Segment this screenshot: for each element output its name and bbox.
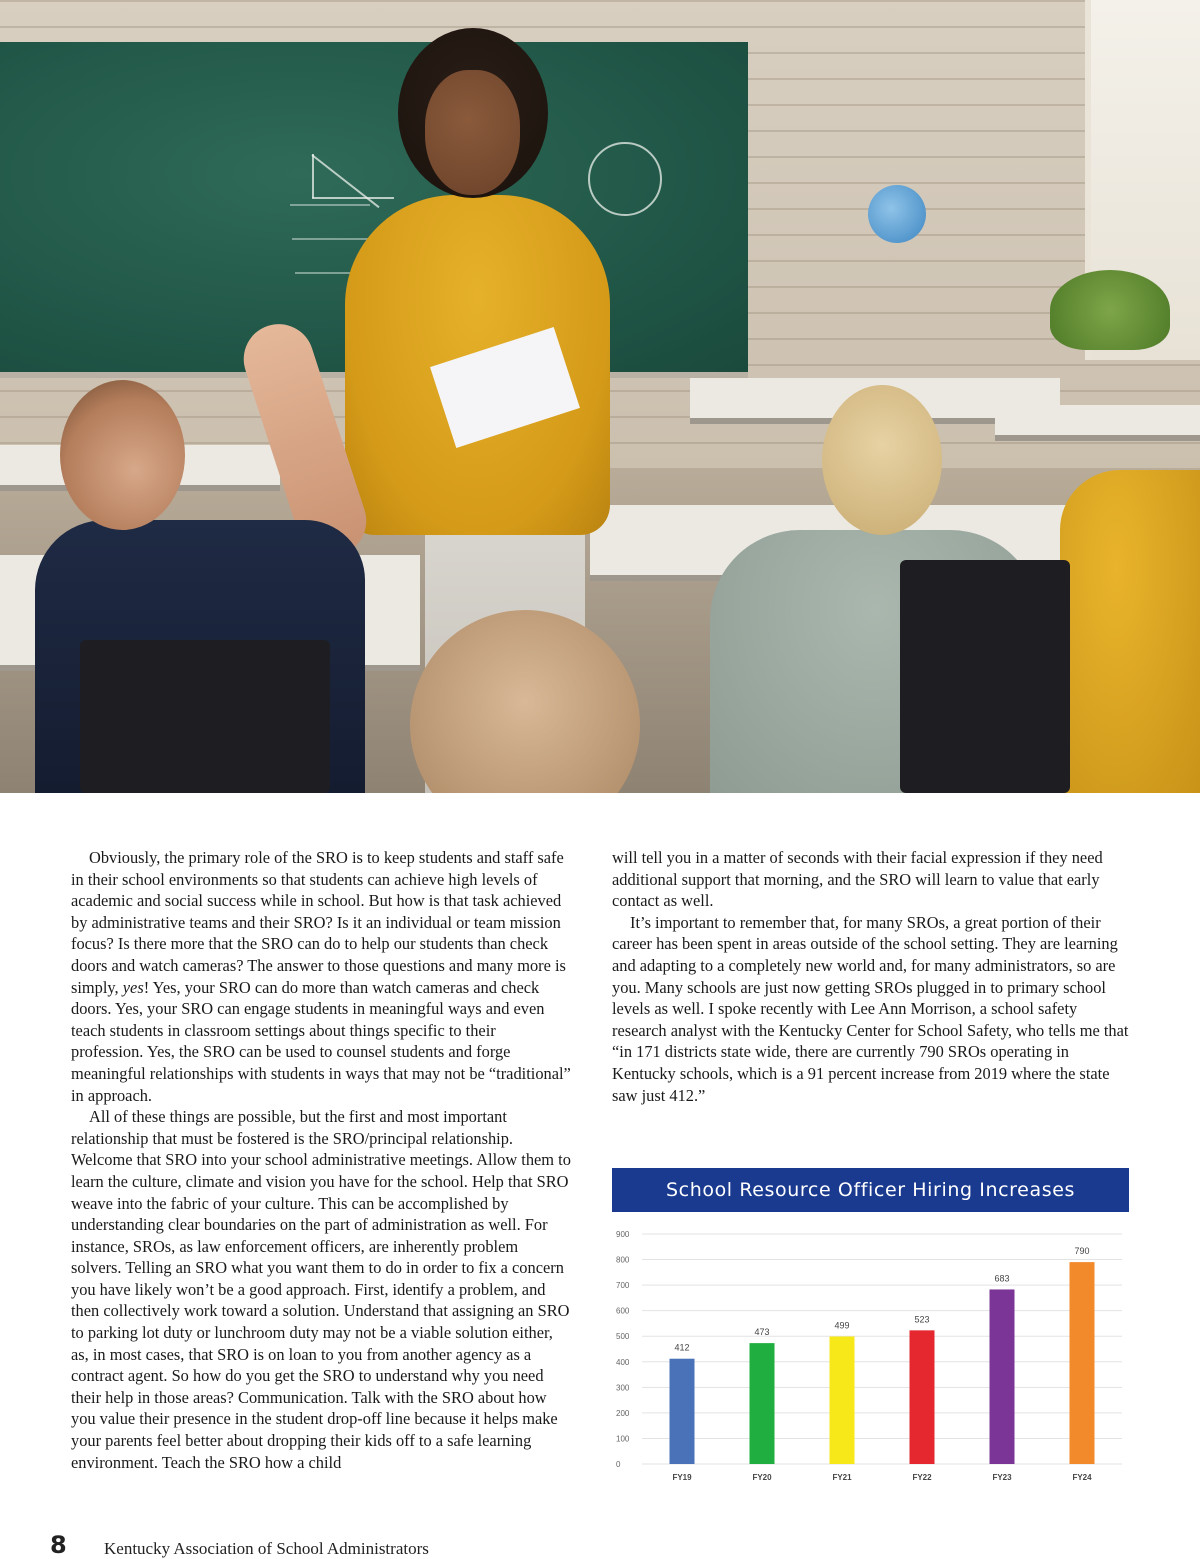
bar-fy20 (750, 1343, 775, 1464)
y-tick-label: 200 (616, 1408, 630, 1418)
x-tick-label: FY24 (1072, 1473, 1092, 1482)
student-head (822, 385, 942, 535)
bar-fy23 (990, 1289, 1015, 1464)
bar-fy19 (670, 1359, 695, 1464)
data-label: 790 (1074, 1246, 1090, 1257)
x-tick-label: FY22 (912, 1473, 932, 1482)
y-tick-label: 300 (616, 1383, 630, 1393)
data-label: 499 (834, 1320, 850, 1331)
plant (1050, 270, 1170, 350)
data-label: 412 (674, 1342, 690, 1353)
paragraph: Obviously, the primary role of the SRO is to keep students and staff safe in their school environments so that students can achieve high levels of academic and social success while in school. But how is that task achieved by administrative teams and their SRO? Is it an individual or team mission focus? Is there more that the SRO can do to help our students than check doors and watch cameras? The answer to those questions and many more is simply, yes! Yes, your SRO can do more than watch cameras and check doors. Yes, your SRO can engage students in meaningful ways and even teach students in classroom settings about things specific to their profession. Yes, the SRO can be used to counsel students and forge meaningful relationships with students in ways that may not be “traditional” in approach. (71, 848, 571, 1105)
bar-fy24 (1070, 1262, 1095, 1464)
article-left-column (71, 847, 571, 1473)
article-right-column (612, 847, 1132, 1106)
x-tick-label: FY20 (752, 1473, 772, 1482)
chart-title: School Resource Officer Hiring Increases (612, 1168, 1129, 1212)
bar-chart (612, 1218, 1129, 1490)
y-tick-label: 900 (616, 1230, 630, 1239)
bar-fy22 (910, 1330, 935, 1464)
student-head (60, 380, 185, 530)
globe (868, 185, 926, 243)
chair (80, 640, 330, 793)
y-tick-label: 700 (616, 1281, 630, 1291)
paragraph: will tell you in a matter of seconds with their facial expression if they need additional support that morning, and the SRO will learn to value that early contact as well. (612, 848, 1103, 911)
x-tick-label: FY19 (672, 1473, 692, 1482)
y-tick-label: 800 (616, 1255, 630, 1265)
chair (900, 560, 1070, 793)
page-number: 8 (50, 1531, 67, 1559)
y-tick-label: 500 (616, 1332, 630, 1342)
publication-name: Kentucky Association of School Administrators (104, 1539, 429, 1558)
paragraph: All of these things are possible, but the first and most important relationship that must be fostered is the SRO/principal relationship. Welcome that SRO into your school administrative meetings. Allow them to learn the culture, climate and vision you have for the school. Help that SRO weave into the fabric of your culture. This can be accomplished by understanding clear boundaries on the part of administration as well. For instance, SROs, as law enforcement officers, are inherently problem solvers. Telling an SRO what you want them to do in order to fix a concern you have likely won’t be a good approach. First, identify a problem, and then collectively work toward a solution. Understand that assigning an SRO to parking lot duty or lunchroom duty may not be a viable solution either, as, in most cases, that SRO is on loan to you from another agency as a contract agent. So how do you get the SRO to understand why you need their help in those areas? Communication. Talk with the SRO about how you value their presence in the student drop-off line because it helps make your parents feel better about dropping their kids off to a safe learning environment. Teach the SRO how a child (71, 1107, 571, 1472)
y-tick-label: 600 (616, 1306, 630, 1316)
x-tick-label: FY21 (832, 1473, 852, 1482)
paragraph: It’s important to remember that, for many SROs, a great portion of their career has been spent in areas outside of the school setting. They are learning and adapting to a completely new world and, for many administrators, so are you. Many schools are just now getting SROs plugged in to primary school levels as well. I spoke recently with Lee Ann Morrison, a school safety research analyst with the Kentucky Center for School Safety, who tells me that “in 171 districts state wide, there are currently 790 SROs operating in Kentucky schools, which is a 91 percent increase from 2019 where the state saw just 412.” (612, 912, 1129, 1105)
teacher-face (425, 70, 520, 195)
bar-fy21 (830, 1336, 855, 1464)
data-label: 523 (914, 1314, 930, 1325)
desk (995, 405, 1200, 435)
x-tick-label: FY23 (992, 1473, 1012, 1482)
chalk-sun-icon (588, 142, 662, 216)
y-tick-label: 100 (616, 1434, 630, 1444)
y-tick-label: 400 (616, 1357, 630, 1367)
y-tick-label: 0 (616, 1460, 621, 1469)
data-label: 683 (994, 1273, 1010, 1284)
student (1060, 470, 1200, 793)
data-label: 473 (754, 1327, 770, 1338)
